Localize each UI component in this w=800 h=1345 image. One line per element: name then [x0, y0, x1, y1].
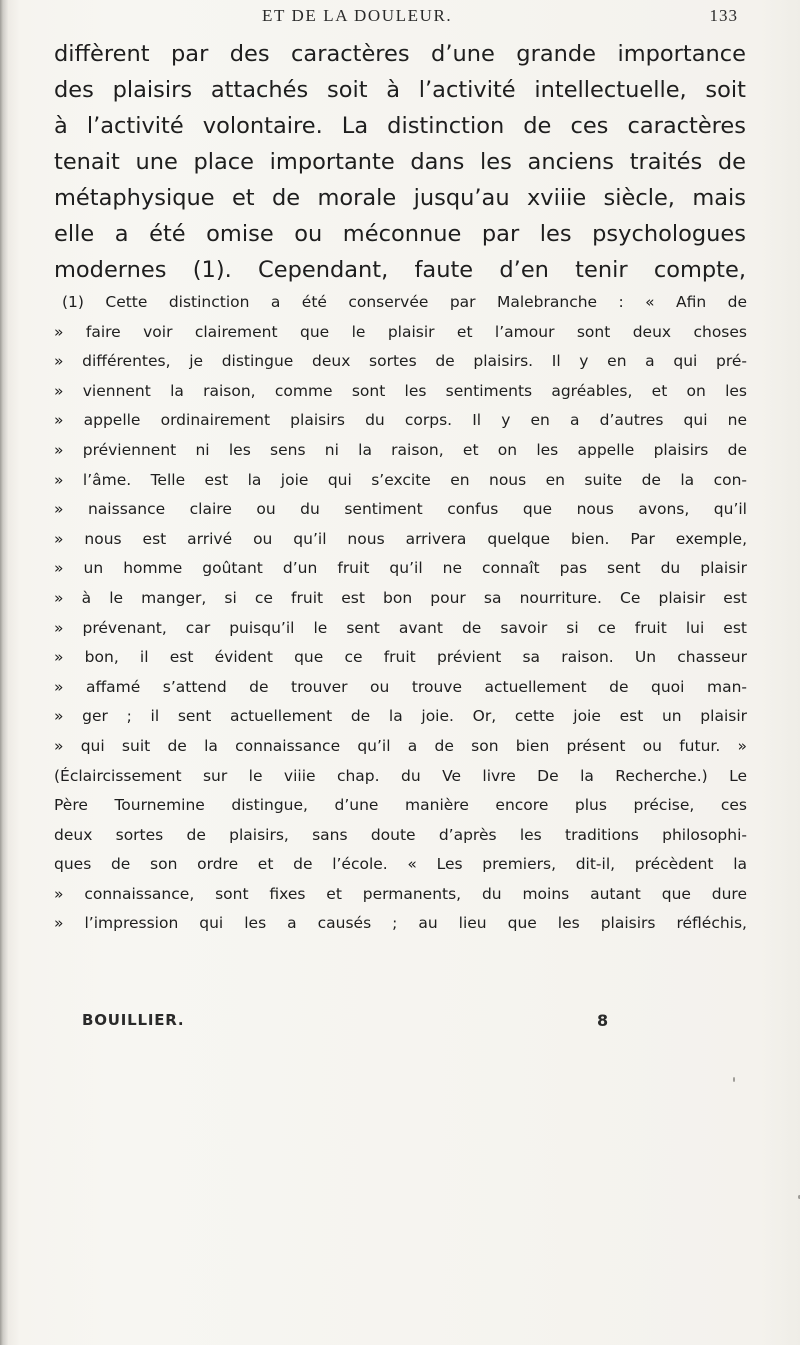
footnote-line: » nous est arrivé ou qu’il nous arrivera quelque bien. Par exemple,	[54, 529, 747, 548]
footnote-block	[54, 288, 747, 939]
footnote-line: (Éclaircissement sur le viiie chap. du Ve livre De la Recherche.) Le	[54, 766, 747, 785]
page-number: 133	[709, 6, 738, 25]
footnote-line: » faire voir clairement que le plaisir et l’amour sont deux choses	[54, 322, 747, 341]
body-line: tenait une place importante dans les anciens traités de	[54, 149, 746, 175]
body-line: des plaisirs attachés soit à l’activité intellectuelle, soit	[54, 77, 746, 103]
footnote-line: » affamé s’attend de trouver ou trouve actuellement de quoi man-	[54, 677, 747, 696]
paper-speck	[733, 1077, 735, 1082]
footnote-line: » différentes, je distingue deux sortes de plaisirs. Il y en a qui pré-	[54, 352, 747, 371]
footnote-line: deux sortes de plaisirs, sans doute d’après les traditions philosophi-	[54, 825, 747, 844]
body-line: diffèrent par des caractères d’une grande importance	[54, 41, 746, 67]
body-line: modernes (1). Cependant, faute d’en tenir compte,	[54, 257, 746, 283]
footnote-line: » l’âme. Telle est la joie qui s’excite en nous en suite de la con-	[54, 470, 747, 489]
footnote-line: » préviennent ni les sens ni la raison, et on les appelle plaisirs de	[54, 440, 747, 459]
printer-signature: BOUILLIER.	[82, 1011, 185, 1029]
footnote-line: » à le manger, si ce fruit est bon pour sa nourriture. Ce plaisir est	[54, 588, 747, 607]
footnote-line: » naissance claire ou du sentiment confus que nous avons, qu’il	[54, 500, 747, 519]
page-footer	[0, 1011, 800, 1035]
binding-gutter	[0, 0, 8, 1345]
sheet-number: 8	[597, 1011, 609, 1030]
page-header	[0, 6, 800, 32]
footnote-line: » un homme goûtant d’un fruit qu’il ne connaît pas sent du plaisir	[54, 559, 747, 578]
footnote-line: » viennent la raison, comme sont les sentiments agréables, et on les	[54, 381, 747, 400]
body-text	[54, 36, 746, 288]
footnote-line: » bon, il est évident que ce fruit prévient sa raison. Un chasseur	[54, 648, 747, 667]
footnote-line: » appelle ordinairement plaisirs du corps. Il y en a d’autres qui ne	[54, 411, 747, 430]
footnote-line: » connaissance, sont fixes et permanents, du moins autant que dure	[54, 884, 747, 903]
running-head: ET DE LA DOULEUR.	[262, 6, 453, 25]
body-line: métaphysique et de morale jusqu’au xviiie siècle, mais	[54, 185, 746, 211]
body-line: à l’activité volontaire. La distinction de ces caractères	[54, 113, 746, 139]
footnote-line: » prévenant, car puisqu’il le sent avant de savoir si ce fruit lui est	[54, 618, 747, 637]
body-line: elle a été omise ou méconnue par les psychologues	[54, 221, 746, 247]
footnote-line: » ger ; il sent actuellement de la joie. Or, cette joie est un plaisir	[54, 707, 747, 726]
footnote-line: Père Tournemine distingue, d’une manière encore plus précise, ces	[54, 796, 747, 815]
footnote-line: » qui suit de la connaissance qu’il a de son bien présent ou futur. »	[54, 736, 747, 755]
footnote-line: ques de son ordre et de l’école. « Les premiers, dit-il, précèdent la	[54, 855, 747, 874]
footnote-line: (1) Cette distinction a été conservée par Malebranche : « Afin de	[62, 293, 747, 311]
footnote-line: » l’impression qui les a causés ; au lieu que les plaisirs réfléchis,	[54, 914, 747, 933]
